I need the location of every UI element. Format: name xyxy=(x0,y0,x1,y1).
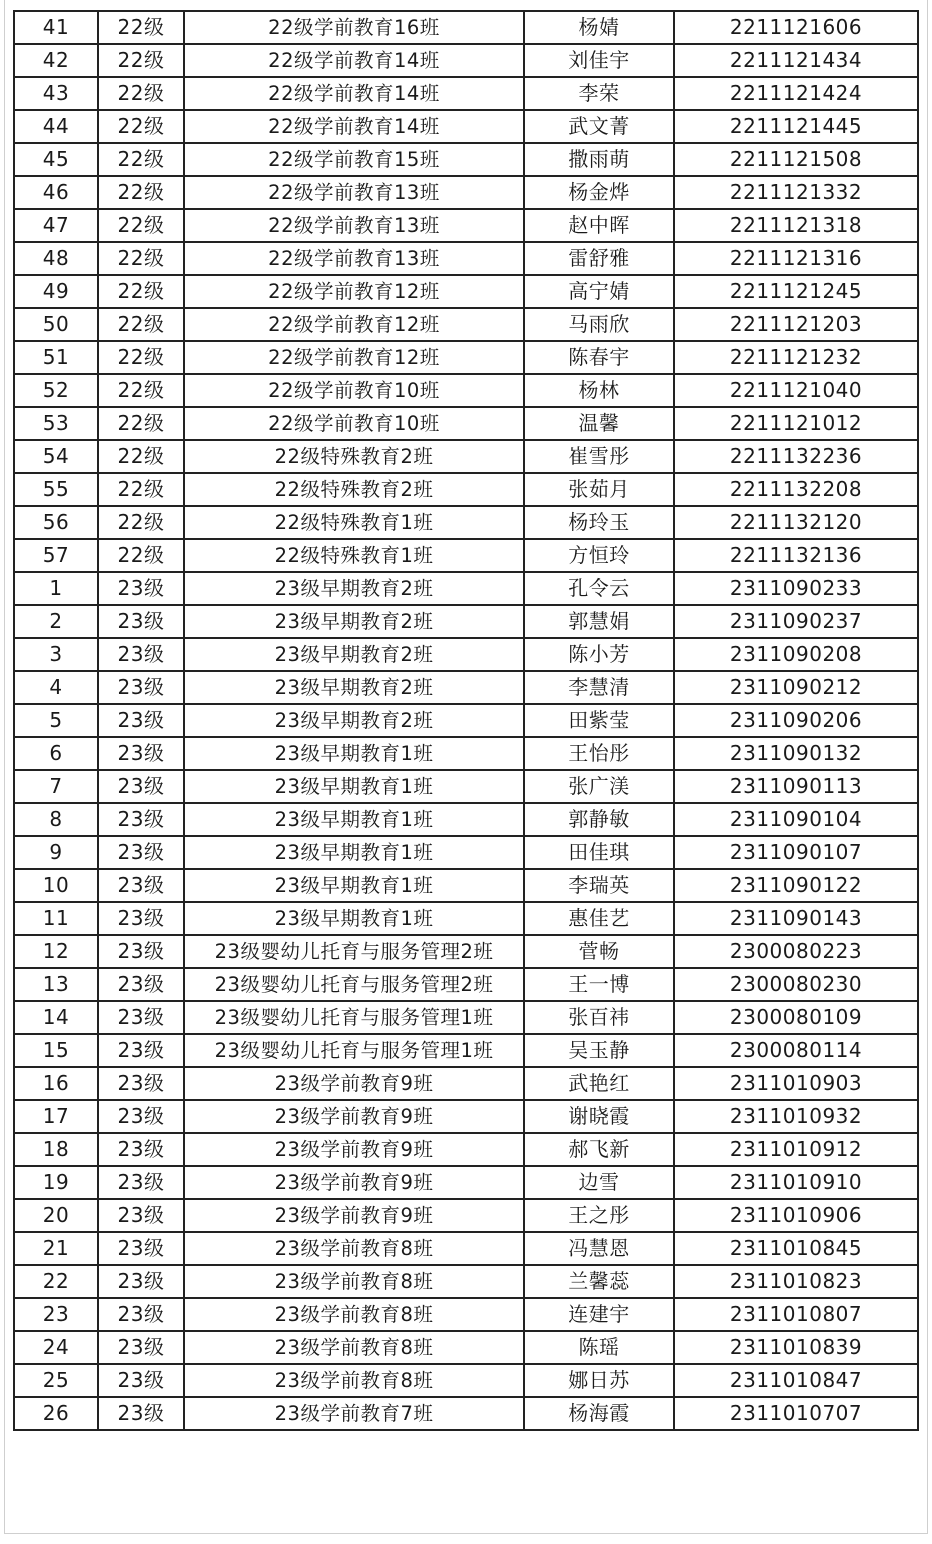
row-number-cell: 43 xyxy=(14,77,98,110)
class-cell: 23级婴幼儿托育与服务管理2班 xyxy=(184,935,524,968)
table-row xyxy=(14,308,918,341)
table-row xyxy=(14,572,918,605)
row-number-cell: 52 xyxy=(14,374,98,407)
table-row xyxy=(14,407,918,440)
grade-cell: 22级 xyxy=(98,407,184,440)
student-id-cell: 2211121040 xyxy=(674,374,918,407)
row-number-cell: 26 xyxy=(14,1397,98,1430)
student-id-cell: 2311010903 xyxy=(674,1067,918,1100)
student-id-cell: 2300080114 xyxy=(674,1034,918,1067)
class-cell: 22级学前教育14班 xyxy=(184,110,524,143)
student-id-cell: 2311010707 xyxy=(674,1397,918,1430)
student-name-cell: 高宁婧 xyxy=(524,275,674,308)
student-name-cell: 郭静敏 xyxy=(524,803,674,836)
row-number-cell: 14 xyxy=(14,1001,98,1034)
row-number-cell: 15 xyxy=(14,1034,98,1067)
table-row xyxy=(14,176,918,209)
table-row xyxy=(14,1364,918,1397)
class-cell: 23级早期教育1班 xyxy=(184,836,524,869)
page-bottom-edge xyxy=(4,1533,928,1534)
grade-cell: 23级 xyxy=(98,605,184,638)
student-name-cell: 陈小芳 xyxy=(524,638,674,671)
student-id-cell: 2311010845 xyxy=(674,1232,918,1265)
row-number-cell: 6 xyxy=(14,737,98,770)
student-name-cell: 赵中晖 xyxy=(524,209,674,242)
class-cell: 22级特殊教育2班 xyxy=(184,473,524,506)
student-id-cell: 2211121606 xyxy=(674,11,918,44)
page-left-edge xyxy=(4,0,5,1534)
student-id-cell: 2311010839 xyxy=(674,1331,918,1364)
student-name-cell: 李瑞英 xyxy=(524,869,674,902)
row-number-cell: 47 xyxy=(14,209,98,242)
class-cell: 23级早期教育1班 xyxy=(184,902,524,935)
row-number-cell: 13 xyxy=(14,968,98,1001)
grade-cell: 22级 xyxy=(98,374,184,407)
table-row xyxy=(14,737,918,770)
student-name-cell: 杨海霞 xyxy=(524,1397,674,1430)
table-body xyxy=(14,11,918,1430)
grade-cell: 23级 xyxy=(98,1364,184,1397)
row-number-cell: 23 xyxy=(14,1298,98,1331)
table-row xyxy=(14,1199,918,1232)
table-row xyxy=(14,374,918,407)
student-name-cell: 吴玉静 xyxy=(524,1034,674,1067)
table-row xyxy=(14,605,918,638)
grade-cell: 23级 xyxy=(98,935,184,968)
grade-cell: 23级 xyxy=(98,1133,184,1166)
student-name-cell: 陈春宇 xyxy=(524,341,674,374)
student-name-cell: 田佳琪 xyxy=(524,836,674,869)
row-number-cell: 2 xyxy=(14,605,98,638)
table-row xyxy=(14,1298,918,1331)
grade-cell: 23级 xyxy=(98,968,184,1001)
row-number-cell: 3 xyxy=(14,638,98,671)
student-name-cell: 惠佳艺 xyxy=(524,902,674,935)
row-number-cell: 41 xyxy=(14,11,98,44)
grade-cell: 22级 xyxy=(98,539,184,572)
grade-cell: 23级 xyxy=(98,572,184,605)
student-name-cell: 谢晓霞 xyxy=(524,1100,674,1133)
student-name-cell: 杨玲玉 xyxy=(524,506,674,539)
grade-cell: 22级 xyxy=(98,44,184,77)
student-id-cell: 2311090122 xyxy=(674,869,918,902)
grade-cell: 22级 xyxy=(98,209,184,242)
student-name-cell: 菅畅 xyxy=(524,935,674,968)
class-cell: 23级学前教育8班 xyxy=(184,1232,524,1265)
row-number-cell: 54 xyxy=(14,440,98,473)
table-row xyxy=(14,275,918,308)
student-id-cell: 2311010912 xyxy=(674,1133,918,1166)
table-row xyxy=(14,1166,918,1199)
table-row xyxy=(14,440,918,473)
table-row xyxy=(14,11,918,44)
student-id-cell: 2211121332 xyxy=(674,176,918,209)
student-id-cell: 2211121245 xyxy=(674,275,918,308)
grade-cell: 23级 xyxy=(98,1166,184,1199)
table-row xyxy=(14,803,918,836)
student-id-cell: 2211121316 xyxy=(674,242,918,275)
table-row xyxy=(14,704,918,737)
student-id-cell: 2311090233 xyxy=(674,572,918,605)
class-cell: 22级学前教育13班 xyxy=(184,242,524,275)
grade-cell: 23级 xyxy=(98,704,184,737)
table-row xyxy=(14,341,918,374)
table-row xyxy=(14,110,918,143)
student-id-cell: 2211121203 xyxy=(674,308,918,341)
student-id-cell: 2211121445 xyxy=(674,110,918,143)
row-number-cell: 50 xyxy=(14,308,98,341)
class-cell: 23级婴幼儿托育与服务管理2班 xyxy=(184,968,524,1001)
row-number-cell: 4 xyxy=(14,671,98,704)
class-cell: 22级特殊教育1班 xyxy=(184,506,524,539)
grade-cell: 22级 xyxy=(98,176,184,209)
class-cell: 23级学前教育8班 xyxy=(184,1364,524,1397)
student-id-cell: 2311090132 xyxy=(674,737,918,770)
class-cell: 23级早期教育2班 xyxy=(184,671,524,704)
student-id-cell: 2311010906 xyxy=(674,1199,918,1232)
row-number-cell: 9 xyxy=(14,836,98,869)
row-number-cell: 44 xyxy=(14,110,98,143)
grade-cell: 23级 xyxy=(98,1331,184,1364)
row-number-cell: 45 xyxy=(14,143,98,176)
student-id-cell: 2211121434 xyxy=(674,44,918,77)
table-row xyxy=(14,935,918,968)
student-id-cell: 2300080230 xyxy=(674,968,918,1001)
grade-cell: 22级 xyxy=(98,242,184,275)
grade-cell: 23级 xyxy=(98,671,184,704)
row-number-cell: 1 xyxy=(14,572,98,605)
student-name-cell: 娜日苏 xyxy=(524,1364,674,1397)
table-row xyxy=(14,638,918,671)
table-row xyxy=(14,77,918,110)
student-name-cell: 杨婧 xyxy=(524,11,674,44)
table-row xyxy=(14,836,918,869)
grade-cell: 22级 xyxy=(98,11,184,44)
class-cell: 22级特殊教育1班 xyxy=(184,539,524,572)
class-cell: 22级学前教育12班 xyxy=(184,308,524,341)
student-name-cell: 崔雪彤 xyxy=(524,440,674,473)
table-row xyxy=(14,143,918,176)
student-list-table xyxy=(13,10,919,1431)
class-cell: 23级学前教育9班 xyxy=(184,1100,524,1133)
class-cell: 23级婴幼儿托育与服务管理1班 xyxy=(184,1001,524,1034)
row-number-cell: 53 xyxy=(14,407,98,440)
student-id-cell: 2211132208 xyxy=(674,473,918,506)
class-cell: 22级学前教育13班 xyxy=(184,176,524,209)
class-cell: 23级早期教育1班 xyxy=(184,869,524,902)
table-row xyxy=(14,1133,918,1166)
grade-cell: 23级 xyxy=(98,869,184,902)
student-id-cell: 2311090107 xyxy=(674,836,918,869)
class-cell: 23级早期教育2班 xyxy=(184,638,524,671)
class-cell: 23级早期教育2班 xyxy=(184,572,524,605)
table-row xyxy=(14,770,918,803)
row-number-cell: 19 xyxy=(14,1166,98,1199)
student-id-cell: 2311010807 xyxy=(674,1298,918,1331)
grade-cell: 23级 xyxy=(98,1067,184,1100)
class-cell: 23级学前教育8班 xyxy=(184,1331,524,1364)
class-cell: 23级学前教育8班 xyxy=(184,1298,524,1331)
student-id-cell: 2211132136 xyxy=(674,539,918,572)
student-id-cell: 2311090206 xyxy=(674,704,918,737)
grade-cell: 23级 xyxy=(98,1265,184,1298)
student-name-cell: 王一博 xyxy=(524,968,674,1001)
table-row xyxy=(14,1034,918,1067)
class-cell: 23级学前教育8班 xyxy=(184,1265,524,1298)
student-id-cell: 2311010823 xyxy=(674,1265,918,1298)
grade-cell: 23级 xyxy=(98,737,184,770)
student-name-cell: 冯慧恩 xyxy=(524,1232,674,1265)
student-name-cell: 刘佳宇 xyxy=(524,44,674,77)
row-number-cell: 21 xyxy=(14,1232,98,1265)
row-number-cell: 24 xyxy=(14,1331,98,1364)
student-name-cell: 杨金烨 xyxy=(524,176,674,209)
table-row xyxy=(14,869,918,902)
class-cell: 22级学前教育14班 xyxy=(184,77,524,110)
grade-cell: 23级 xyxy=(98,803,184,836)
table-row xyxy=(14,242,918,275)
table-row xyxy=(14,539,918,572)
grade-cell: 22级 xyxy=(98,110,184,143)
row-number-cell: 16 xyxy=(14,1067,98,1100)
student-id-cell: 2311010932 xyxy=(674,1100,918,1133)
class-cell: 23级早期教育2班 xyxy=(184,605,524,638)
student-name-cell: 武艳红 xyxy=(524,1067,674,1100)
student-name-cell: 孔令云 xyxy=(524,572,674,605)
row-number-cell: 20 xyxy=(14,1199,98,1232)
student-name-cell: 王之彤 xyxy=(524,1199,674,1232)
student-name-cell: 杨林 xyxy=(524,374,674,407)
grade-cell: 22级 xyxy=(98,440,184,473)
student-id-cell: 2300080109 xyxy=(674,1001,918,1034)
grade-cell: 23级 xyxy=(98,1298,184,1331)
row-number-cell: 48 xyxy=(14,242,98,275)
grade-cell: 23级 xyxy=(98,1232,184,1265)
row-number-cell: 12 xyxy=(14,935,98,968)
student-id-cell: 2211121424 xyxy=(674,77,918,110)
class-cell: 22级学前教育10班 xyxy=(184,374,524,407)
grade-cell: 23级 xyxy=(98,1199,184,1232)
grade-cell: 22级 xyxy=(98,275,184,308)
student-id-cell: 2211121508 xyxy=(674,143,918,176)
student-id-cell: 2311090208 xyxy=(674,638,918,671)
student-name-cell: 方恒玲 xyxy=(524,539,674,572)
student-id-cell: 2311090237 xyxy=(674,605,918,638)
grade-cell: 22级 xyxy=(98,341,184,374)
student-name-cell: 张茹月 xyxy=(524,473,674,506)
student-id-cell: 2211121318 xyxy=(674,209,918,242)
student-name-cell: 李荣 xyxy=(524,77,674,110)
student-id-cell: 2311090113 xyxy=(674,770,918,803)
class-cell: 23级学前教育9班 xyxy=(184,1133,524,1166)
class-cell: 22级学前教育12班 xyxy=(184,341,524,374)
row-number-cell: 18 xyxy=(14,1133,98,1166)
table-row xyxy=(14,902,918,935)
row-number-cell: 10 xyxy=(14,869,98,902)
grade-cell: 23级 xyxy=(98,1001,184,1034)
student-id-cell: 2311010847 xyxy=(674,1364,918,1397)
student-id-cell: 2311090212 xyxy=(674,671,918,704)
table-row xyxy=(14,968,918,1001)
class-cell: 23级学前教育9班 xyxy=(184,1067,524,1100)
student-id-cell: 2211121012 xyxy=(674,407,918,440)
table-row xyxy=(14,506,918,539)
student-id-cell: 2211121232 xyxy=(674,341,918,374)
class-cell: 23级婴幼儿托育与服务管理1班 xyxy=(184,1034,524,1067)
row-number-cell: 5 xyxy=(14,704,98,737)
table-row xyxy=(14,44,918,77)
table-row xyxy=(14,1331,918,1364)
grade-cell: 23级 xyxy=(98,770,184,803)
class-cell: 22级学前教育10班 xyxy=(184,407,524,440)
student-id-cell: 2311010910 xyxy=(674,1166,918,1199)
table-row xyxy=(14,1067,918,1100)
row-number-cell: 42 xyxy=(14,44,98,77)
grade-cell: 23级 xyxy=(98,1034,184,1067)
class-cell: 22级学前教育14班 xyxy=(184,44,524,77)
row-number-cell: 22 xyxy=(14,1265,98,1298)
class-cell: 23级学前教育9班 xyxy=(184,1199,524,1232)
student-name-cell: 马雨欣 xyxy=(524,308,674,341)
table-row xyxy=(14,473,918,506)
student-name-cell: 陈瑶 xyxy=(524,1331,674,1364)
student-name-cell: 郭慧娟 xyxy=(524,605,674,638)
class-cell: 22级学前教育13班 xyxy=(184,209,524,242)
student-name-cell: 雷舒雅 xyxy=(524,242,674,275)
class-cell: 23级早期教育1班 xyxy=(184,803,524,836)
student-name-cell: 张广渼 xyxy=(524,770,674,803)
grade-cell: 22级 xyxy=(98,143,184,176)
class-cell: 22级学前教育15班 xyxy=(184,143,524,176)
table-row xyxy=(14,1001,918,1034)
student-id-cell: 2300080223 xyxy=(674,935,918,968)
grade-cell: 22级 xyxy=(98,77,184,110)
student-name-cell: 王怡彤 xyxy=(524,737,674,770)
table-row xyxy=(14,1265,918,1298)
class-cell: 22级学前教育16班 xyxy=(184,11,524,44)
row-number-cell: 25 xyxy=(14,1364,98,1397)
table-row xyxy=(14,209,918,242)
student-name-cell: 李慧清 xyxy=(524,671,674,704)
student-name-cell: 温馨 xyxy=(524,407,674,440)
row-number-cell: 56 xyxy=(14,506,98,539)
grade-cell: 23级 xyxy=(98,1397,184,1430)
table-row xyxy=(14,671,918,704)
grade-cell: 22级 xyxy=(98,506,184,539)
row-number-cell: 51 xyxy=(14,341,98,374)
student-name-cell: 田紫莹 xyxy=(524,704,674,737)
student-name-cell: 郝飞新 xyxy=(524,1133,674,1166)
row-number-cell: 17 xyxy=(14,1100,98,1133)
class-cell: 22级特殊教育2班 xyxy=(184,440,524,473)
page-right-edge xyxy=(927,0,928,1534)
class-cell: 23级早期教育2班 xyxy=(184,704,524,737)
class-cell: 23级早期教育1班 xyxy=(184,737,524,770)
class-cell: 23级早期教育1班 xyxy=(184,770,524,803)
student-id-cell: 2311090104 xyxy=(674,803,918,836)
row-number-cell: 11 xyxy=(14,902,98,935)
student-id-cell: 2311090143 xyxy=(674,902,918,935)
class-cell: 23级学前教育9班 xyxy=(184,1166,524,1199)
student-name-cell: 边雪 xyxy=(524,1166,674,1199)
grade-cell: 23级 xyxy=(98,638,184,671)
student-name-cell: 武文菁 xyxy=(524,110,674,143)
grade-cell: 22级 xyxy=(98,473,184,506)
table-row xyxy=(14,1397,918,1430)
student-id-cell: 2211132236 xyxy=(674,440,918,473)
grade-cell: 23级 xyxy=(98,836,184,869)
row-number-cell: 49 xyxy=(14,275,98,308)
grade-cell: 23级 xyxy=(98,902,184,935)
table-row xyxy=(14,1100,918,1133)
student-name-cell: 兰馨蕊 xyxy=(524,1265,674,1298)
row-number-cell: 55 xyxy=(14,473,98,506)
class-cell: 23级学前教育7班 xyxy=(184,1397,524,1430)
row-number-cell: 8 xyxy=(14,803,98,836)
row-number-cell: 46 xyxy=(14,176,98,209)
student-name-cell: 张百祎 xyxy=(524,1001,674,1034)
grade-cell: 23级 xyxy=(98,1100,184,1133)
student-name-cell: 撒雨萌 xyxy=(524,143,674,176)
row-number-cell: 57 xyxy=(14,539,98,572)
row-number-cell: 7 xyxy=(14,770,98,803)
student-name-cell: 连建宇 xyxy=(524,1298,674,1331)
table-row xyxy=(14,1232,918,1265)
class-cell: 22级学前教育12班 xyxy=(184,275,524,308)
grade-cell: 22级 xyxy=(98,308,184,341)
student-id-cell: 2211132120 xyxy=(674,506,918,539)
